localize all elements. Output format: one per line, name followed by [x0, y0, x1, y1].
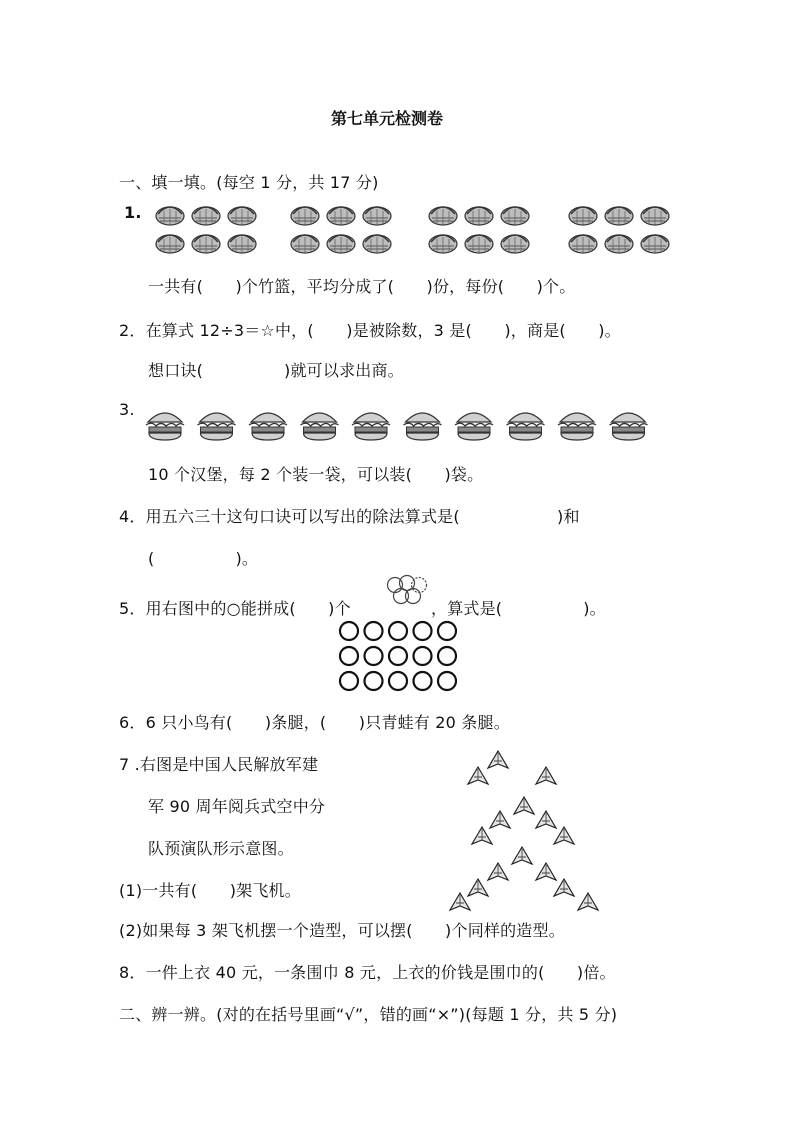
page-title: 第七单元检测卷 — [331, 109, 444, 128]
plane-icon — [488, 863, 508, 880]
plane-icon — [468, 879, 488, 896]
q7-line3: 队预演队形示意图。 — [148, 839, 294, 858]
plane-icon — [450, 893, 470, 910]
plane-icon — [514, 797, 534, 814]
plane-icon — [488, 751, 508, 768]
q2-line2: 想口诀( )就可以求出商。 — [148, 361, 404, 380]
q6-text: 6．6 只小鸟有( )条腿，( )只青蛙有 20 条腿。 — [119, 713, 510, 732]
plane-icon — [512, 847, 532, 864]
q2-line1: 2．在算式 12÷3＝☆中，( )是被除数，3 是( )，商是( )。 — [119, 321, 621, 340]
q1-text: 一共有( )个竹篮，平均分成了( )份，每份( )个。 — [148, 277, 576, 296]
q8-text: 8．一件上衣 40 元，一条围巾 8 元，上衣的价钱是围巾的( )倍。 — [119, 963, 616, 982]
plane-icon — [490, 811, 510, 828]
plane-icon — [472, 827, 492, 844]
q7-line2: 军 90 周年阅兵式空中分 — [148, 797, 326, 816]
q3-number: 3. — [119, 400, 135, 419]
plane-icon — [578, 893, 598, 910]
plane-icon — [536, 863, 556, 880]
plane-icon — [554, 827, 574, 844]
plane-icon — [536, 811, 556, 828]
section-2-heading: 二、辨一辨。(对的在括号里画“√”，错的画“×”)(每题 1 分，共 5 分) — [119, 1005, 618, 1024]
q4-line1: 4．用五六三十这句口诀可以写出的除法算式是( )和 — [119, 507, 580, 526]
section-1-heading: 一、填一填。(每空 1 分，共 17 分) — [119, 173, 379, 192]
q4-line2: ( )。 — [148, 549, 259, 568]
q3-text: 10 个汉堡，每 2 个装一袋，可以装( )袋。 — [148, 465, 484, 484]
q7-sub1: (1)一共有( )架飞机。 — [119, 881, 301, 900]
plane-icon — [536, 767, 556, 784]
q1-number: 1. — [124, 203, 142, 222]
q5-text-before: 5．用右图中的○能拼成( )个 — [119, 599, 351, 618]
q5-text-after: ，算式是( )。 — [431, 599, 606, 618]
q7-line1: 7 .右图是中国人民解放军建 — [119, 755, 319, 774]
plane-icon — [468, 767, 488, 784]
q7-sub2: (2)如果每 3 架飞机摆一个造型，可以摆( )个同样的造型。 — [119, 921, 565, 940]
plane-icon — [554, 879, 574, 896]
